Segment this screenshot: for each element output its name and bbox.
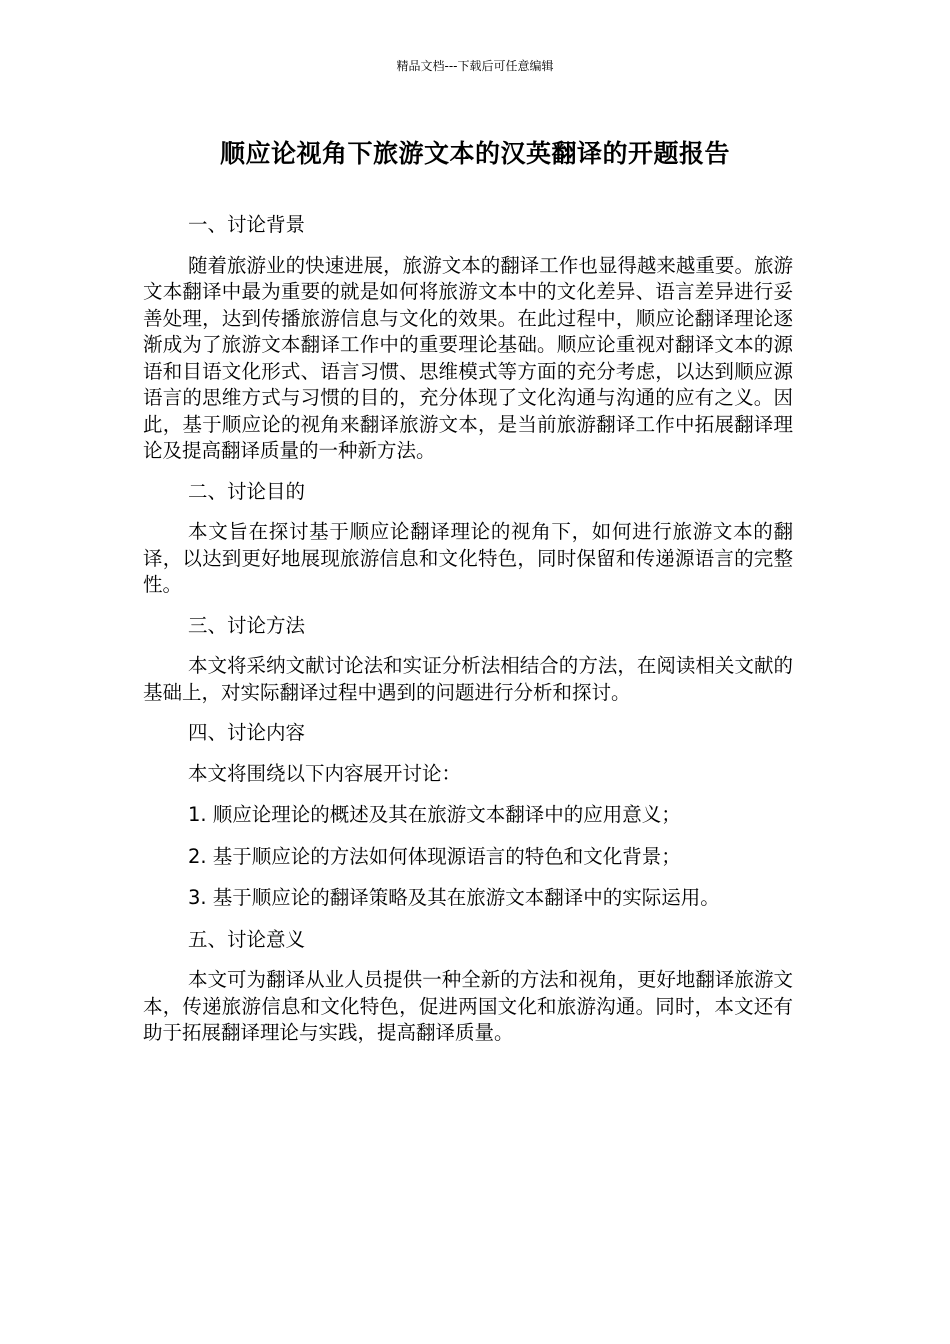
section-body-purpose: 本文旨在探讨基于顺应论翻译理论的视角下，如何进行旅游文本的翻译，以达到更好地展现旅游信息和文化特色，同时保留和传递源语言的完整性。 [143,520,793,596]
section-body-method: 本文将采纳文献讨论法和实证分析法相结合的方法，在阅读相关文献的基础上，对实际翻译过程中遇到的问题进行分析和探讨。 [143,654,793,704]
list-item: 2. 基于顺应论的方法如何体现源语言的特色和文化背景； [188,844,681,868]
list-item: 3. 基于顺应论的翻译策略及其在旅游文本翻译中的实际运用。 [188,886,720,909]
document-body [143,212,793,1061]
section-body-significance: 本文可为翻译从业人员提供一种全新的方法和视角，更好地翻译旅游文本，传递旅游信息和文化特色，促进两国文化和旅游沟通。同时，本文还有助于拓展翻译理论与实践，提高翻译质量。 [143,968,793,1044]
document-title: 顺应论视角下旅游文本的汉英翻译的开题报告 [219,139,730,168]
section-heading-significance: 五、讨论意义 [188,927,306,951]
section-heading-background: 一、讨论背景 [188,213,306,236]
list-item: 1. 顺应论理论的概述及其在旅游文本翻译中的应用意义； [188,803,681,826]
section-body-background: 随着旅游业的快速进展，旅游文本的翻译工作也显得越来越重要。旅游文本翻译中最为重要的就是如何将旅游文本中的文化差异、语言差异进行妥善处理，达到传播旅游信息与文化的效果。在此过程中，顺应论翻译理论逐渐成为了旅游文本翻译工作中的重要理论基础。顺应论重视对翻译文本的源语和目语文化形式、语言习惯、思维模式等方面的充分考虑，以达到顺应源语言的思维方式与习惯的目的，充分体现了文化沟通与沟通的应有之义。因此，基于顺应论的视角来翻译旅游文本，是当前旅游翻译工作中拓展翻译理论及提高翻译质量的一种新方法。 [143,253,793,462]
section-heading-purpose: 二、讨论目的 [188,479,306,503]
section-heading-content: 四、讨论内容 [188,721,306,744]
section-intro-content: 本文将围绕以下内容展开讨论： [188,761,462,785]
header-note: 精品文档---下载后可任意编辑 [396,59,554,73]
section-heading-method: 三、讨论方法 [188,613,306,637]
